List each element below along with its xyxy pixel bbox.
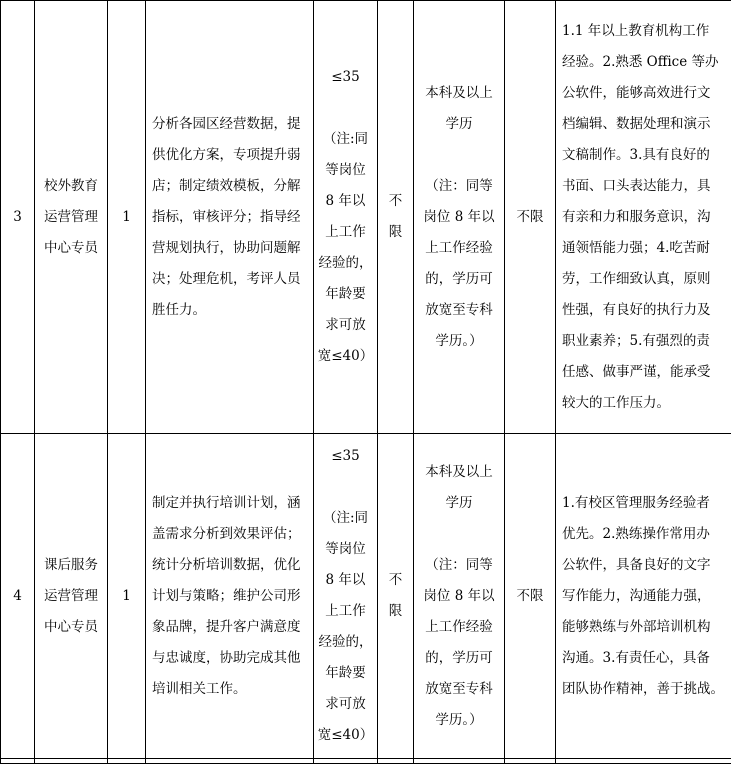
headcount: 1: [108, 1, 146, 434]
major-requirement: 不限: [505, 434, 556, 759]
empty-cell: [108, 759, 146, 764]
row-index: 4: [1, 434, 35, 759]
job-duties-text: 分析各园区经营数据，提 供优化方案，专项提升弱 店；制定绩效模板，分解 指标，审核评分；指导经 营规划执行，协助问题解 决；处理危机，考评人员 胜任力。: [152, 115, 301, 318]
table-row: [1, 1, 731, 434]
empty-cell: [1, 759, 35, 764]
age-requirement: ≤35 （注:同 等岗位 8 年以 上工作 经验的， 年龄要 求可放 宽≤40）: [314, 1, 378, 434]
education-requirement: 本科及以上 学历 （注：同等 岗位 8 年以 上工作经验 的，学历可 放宽至专科 学历。）: [414, 434, 505, 759]
position-name: 校外教育 运营管理 中心专员: [35, 1, 108, 434]
position-name: 课后服务 运营管理 中心专员: [35, 434, 108, 759]
gender-requirement: 不 限: [378, 434, 414, 759]
other-requirements: [556, 434, 731, 759]
job-duties: [146, 434, 314, 759]
job-duties-text: 制定并执行培训计划，涵 盖需求分析到效果评估； 统计分析培训数据，优化 计划与策略；维护公司形 象品牌，提升客户满意度 与忠诚度，协助完成其他 培训相关工作。: [152, 494, 301, 697]
major-requirement: 不限: [505, 1, 556, 434]
other-requirements-text: 1.1 年以上教育机构工作 经验。2.熟悉 Office 等办 公软件，能够高效进行文 档编辑、数据处理和演示 文稿制作。3.具有良好的 书面、口头表达能力，具 有亲和力和服务意识，沟 通领悟能力强；4.吃苦耐 劳，工作细致认真，原则 性强，有良好的执行力及 职业素养；5.有强烈的责 任感、做事严谨，能承受 较大的工作压力。: [562, 22, 719, 411]
other-requirements-text: 1.有校区管理服务经验者 优先。2.熟练操作常用办 公软件，具备良好的文字 写作能力，沟通能力强， 能够熟练与外部培训机构 沟通。3.有责任心，具备 团队协作精神，善于挑战。: [562, 494, 724, 697]
empty-cell: [378, 759, 414, 764]
empty-cell: [505, 759, 556, 764]
job-duties: [146, 1, 314, 434]
empty-cell: [35, 759, 108, 764]
table-row: [1, 434, 731, 759]
table-row-continuation: [1, 759, 731, 764]
education-requirement: 本科及以上 学历 （注：同等 岗位 8 年以 上工作经验 的，学历可 放宽至专科 学历。）: [414, 1, 505, 434]
other-requirements: [556, 1, 731, 434]
row-index: 3: [1, 1, 35, 434]
headcount: 1: [108, 434, 146, 759]
empty-cell: [556, 759, 731, 764]
empty-cell: [146, 759, 314, 764]
empty-cell: [414, 759, 505, 764]
gender-requirement: 不 限: [378, 1, 414, 434]
age-requirement: ≤35 （注:同 等岗位 8 年以 上工作 经验的， 年龄要 求可放 宽≤40）: [314, 434, 378, 759]
empty-cell: [314, 759, 378, 764]
